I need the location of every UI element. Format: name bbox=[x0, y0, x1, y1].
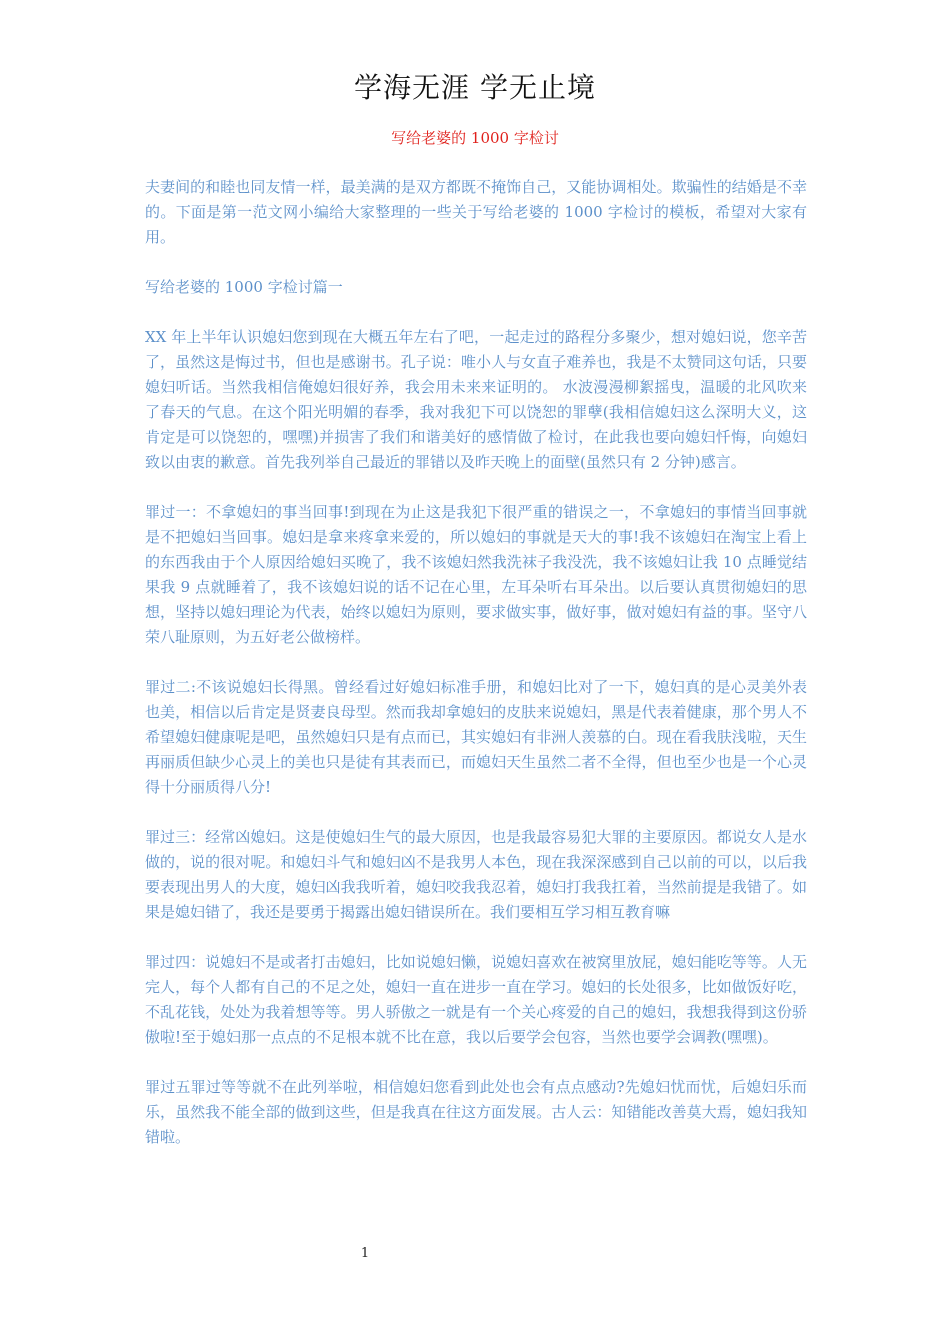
body-paragraph: XX 年上半年认识媳妇您到现在大概五年左右了吧，一起走过的路程分多聚少，想对媳妇说，您辛苦了，虽然这是悔过书，但也是感谢书。孔子说：唯小人与女直子难养也，我是不太赞同这句话，只要媳妇听话。当然我相信俺媳妇很好养，我会用未来来证明的。 水波漫漫柳絮摇曳，温暖的北风吹来了春天的气息。在这个阳光明媚的春季，我对我犯下可以饶恕的罪孽(我相信媳妇这么深明大义，这肯定是可以饶恕的，嘿嘿)并损害了我们和谐美好的感情做了检讨，在此我也要向媳妇忏悔，向媳妇致以由衷的歉意。首先我列举自己最近的罪错以及昨天晚上的面壁(虽然只有 2 分钟)感言。 bbox=[145, 328, 807, 471]
section-heading: 写给老婆的 1000 字检讨篇一 bbox=[145, 278, 343, 296]
page-number: 1 bbox=[360, 1246, 370, 1261]
body-paragraph: 罪过二:不该说媳妇长得黑。曾经看过好媳妇标准手册，和媳妇比对了一下，媳妇真的是心灵美外表也美，相信以后肯定是贤妻良母型。然而我却拿媳妇的皮肤来说媳妇，黑是代表着健康，那个男人不希望媳妇健康呢是吧，虽然媳妇只是有点而已，其实媳妇有非洲人羡慕的白。现在看我肤浅啦，天生再丽质但缺少心灵上的美也只是徒有其表而已，而媳妇天生虽然二者不全得，但也至少也是一个心灵得十分丽质得八分! bbox=[145, 678, 807, 796]
body-paragraph: 罪过五罪过等等就不在此列举啦，相信媳妇您看到此处也会有点点感动?先媳妇忧而忧，后媳妇乐而乐，虽然我不能全部的做到这些，但是我真在往这方面发展。古人云：知错能改善莫大焉，媳妇我知错啦。 bbox=[145, 1078, 807, 1146]
body-paragraph: 罪过一：不拿媳妇的事当回事!到现在为止这是我犯下很严重的错误之一，不拿媳妇的事情当回事就是不把媳妇当回事。媳妇是拿来疼拿来爱的，所以媳妇的事就是天大的事!我不该媳妇在淘宝上看上的东西我由于个人原因给媳妇买晚了，我不该媳妇然我洗袜子我没洗，我不该媳妇让我 10 点睡觉结果我 9 点就睡着了，我不该媳妇说的话不记在心里，左耳朵听右耳朵出。以后要认真贯彻媳妇的思想，坚持以媳妇理论为代表，始终以媳妇为原则，要求做实事，做好事，做对媳妇有益的事。坚守八荣八耻原则，为五好老公做榜样。 bbox=[145, 503, 807, 646]
body-paragraph: 罪过三：经常凶媳妇。这是使媳妇生气的最大原因，也是我最容易犯大罪的主要原因。都说女人是水做的，说的很对呢。和媳妇斗气和媳妇凶不是我男人本色，现在我深深感到自己以前的可以，以后我要表现出男人的大度，媳妇凶我我听着，媳妇咬我我忍着，媳妇打我我扛着，当然前提是我错了。如果是媳妇错了，我还是要勇于揭露出媳妇错误所在。我们要相互学习相互教育嘛 bbox=[145, 828, 807, 921]
intro-paragraph: 夫妻间的和睦也同友情一样，最美满的是双方都既不掩饰自己，又能协调相处。欺骗性的结婚是不幸的。下面是第一范文网小编给大家整理的一些关于写给老婆的 1000 字检讨的模板，希望对大家有用。 bbox=[145, 178, 807, 246]
body-paragraph: 罪过四：说媳妇不是或者打击媳妇，比如说媳妇懒，说媳妇喜欢在被窝里放屁，媳妇能吃等等。人无完人，每个人都有自己的不足之处，媳妇一直在进步一直在学习。媳妇的长处很多，比如做饭好吃，不乱花钱，处处为我着想等等。男人骄傲之一就是有一个关心疼爱的自己的媳妇，我想我得到这份骄傲啦!至于媳妇那一点点的不足根本就不比在意，我以后要学会包容，当然也要学会调教(嘿嘿)。 bbox=[145, 953, 807, 1046]
document-title: 写给老婆的 1000 字检讨 bbox=[391, 129, 559, 147]
header-title: 学海无涯 学无止境 bbox=[354, 71, 596, 104]
document-body bbox=[145, 175, 807, 1175]
